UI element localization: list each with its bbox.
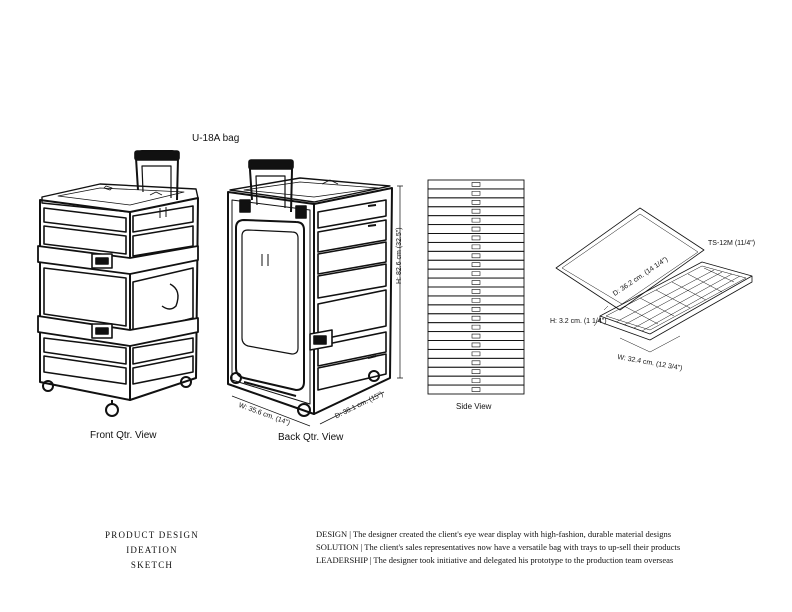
- side-view-tray: [428, 323, 524, 332]
- side-view-tray: [428, 260, 524, 269]
- side-view-tray-pull: [472, 209, 480, 213]
- side-view-tray-pull: [472, 236, 480, 240]
- side-view-tray: [428, 242, 524, 251]
- bag-model-title: U-18A bag: [192, 133, 240, 144]
- side-view-drawing: [428, 180, 524, 394]
- footer-title-block: [104, 528, 200, 573]
- side-view-tray-pull: [472, 361, 480, 365]
- side-view-tray: [428, 305, 524, 314]
- side-view-tray-pull: [472, 263, 480, 267]
- side-view-tray-pull: [472, 191, 480, 195]
- side-view-tray-pull: [472, 388, 480, 392]
- side-view-tray-pull: [472, 272, 480, 276]
- footer-title-line2: IDEATION SKETCH: [126, 545, 178, 570]
- side-view-tray: [428, 349, 524, 358]
- front-view-label: Front Qtr. View: [90, 430, 157, 441]
- side-view-tray: [428, 251, 524, 260]
- side-view-tray-pull: [472, 245, 480, 249]
- tray-drawing: [556, 208, 752, 352]
- side-view-tray: [428, 269, 524, 278]
- back-qtr-view-drawing: [228, 160, 403, 426]
- side-view-label: Side View: [456, 402, 492, 411]
- side-view-tray-pull: [472, 316, 480, 320]
- footer-design-line: DESIGN | The designer created the client's eye wear display with high-fashion, durable material designs: [316, 529, 672, 539]
- side-view-tray-pull: [472, 325, 480, 329]
- front-qtr-view-drawing: [38, 151, 198, 416]
- side-view-tray: [428, 287, 524, 296]
- side-view-tray-pull: [472, 370, 480, 374]
- side-view-tray-pull: [472, 227, 480, 231]
- tray-height-dimension: H: 3.2 cm. (1 1/4"): [550, 318, 607, 325]
- side-view-tray: [428, 296, 524, 305]
- side-view-tray: [428, 216, 524, 225]
- side-view-tray: [428, 314, 524, 323]
- side-view-tray: [428, 234, 524, 243]
- footer-solution-line: SOLUTION | The client's sales representatives now have a versatile bag with trays to up-sell their products: [316, 542, 681, 552]
- side-view-tray-pull: [472, 289, 480, 293]
- side-view-tray: [428, 180, 524, 189]
- tray-depth-dimension: D: 36.2 cm. (14 1/4"): [612, 256, 670, 298]
- side-view-tray-pull: [472, 281, 480, 285]
- side-view-tray-pull: [472, 307, 480, 311]
- footer-leadership-line: LEADERSHIP | The designer took initiative and delegated his prototype to the production team overseas: [316, 555, 674, 565]
- side-view-tray-pull: [472, 254, 480, 258]
- side-view-tray: [428, 207, 524, 216]
- side-view-tray-pull: [472, 298, 480, 302]
- side-view-tray: [428, 385, 524, 394]
- side-view-tray-pull: [472, 334, 480, 338]
- side-view-tray-pull: [472, 379, 480, 383]
- side-view-tray: [428, 376, 524, 385]
- side-view-tray: [428, 189, 524, 198]
- depth-dimension: D: 38.1 cm. (15"): [334, 390, 385, 421]
- side-view-tray: [428, 278, 524, 287]
- side-view-tray: [428, 225, 524, 234]
- side-view-tray: [428, 332, 524, 341]
- side-view-tray-pull: [472, 200, 480, 204]
- width-dimension: W: 35.6 cm. (14"): [237, 402, 291, 428]
- side-view-tray: [428, 341, 524, 350]
- height-dimension: H: 82.6 cm (32.5"): [396, 227, 403, 284]
- side-view-tray-pull: [472, 352, 480, 356]
- tray-model-label: TS-12M (11/4"): [708, 240, 756, 247]
- back-view-label: Back Qtr. View: [278, 432, 344, 443]
- side-view-tray-pull: [472, 343, 480, 347]
- side-view-tray: [428, 198, 524, 207]
- side-view-tray: [428, 358, 524, 367]
- footer-description: [316, 528, 680, 567]
- footer-title-line1: PRODUCT DESIGN: [105, 530, 199, 540]
- side-view-tray-pull: [472, 218, 480, 222]
- tray-width-dimension: W: 32.4 cm. (12 3/4"): [616, 354, 683, 373]
- side-view-tray-pull: [472, 182, 480, 186]
- side-view-tray: [428, 367, 524, 376]
